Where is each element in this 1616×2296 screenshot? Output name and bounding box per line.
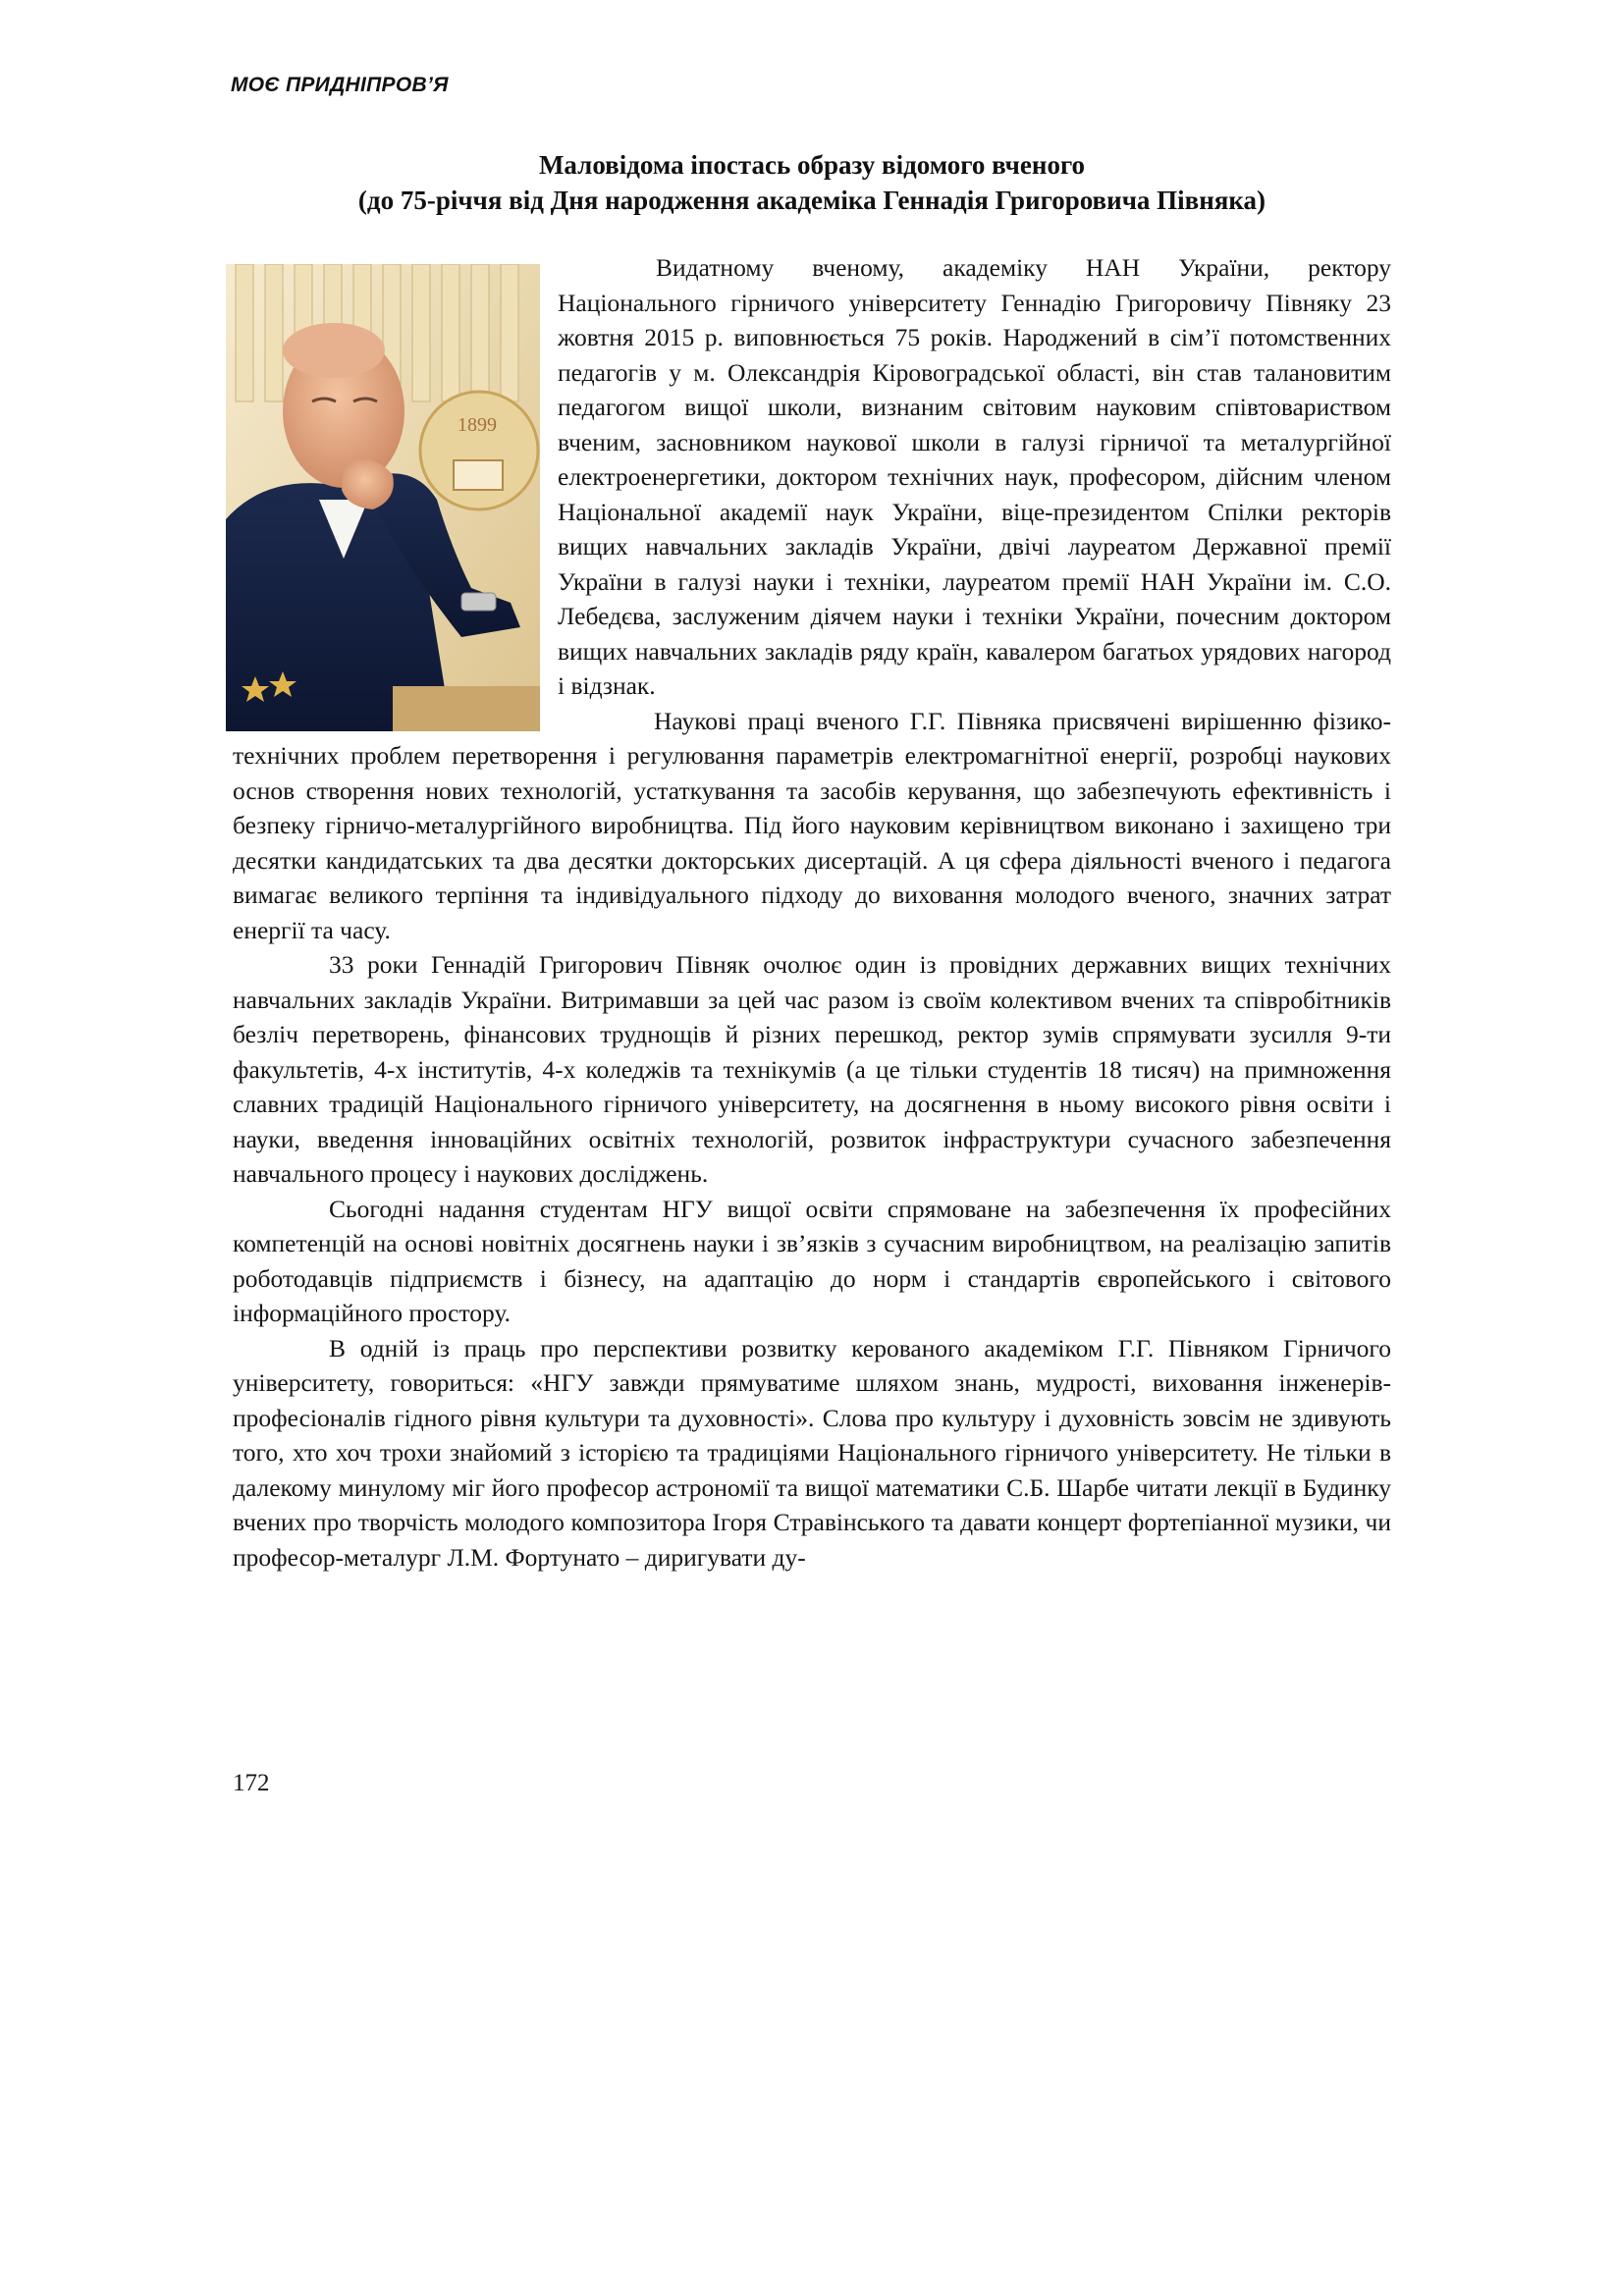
title-line-2: (до 75-річчя від Дня народження академіка Геннадія Григоровича Півняка) — [357, 186, 1266, 215]
running-head: МОЄ ПРИДНІПРОВ’Я — [231, 74, 449, 96]
paragraph-1: Видатному вченому, академіку НАН України, ректору Національного гірничого університету Геннадію Григоровичу Півняку 23 жовтня 2015 р. виповнюється 75 років. Народжений в сім’ї потомственних педагогів у м. Олександрія Кіровоградської області, він став талановитим педагогом вищої школи, визнаним світовим науковим співтовариством вченим, засновником наукової школи в галузі гірничої та металургійної електроенергетики, доктором технічних наук, професором, дійсним членом Національної академії наук України, віце-президентом Спілки ректорів вищих навчальних закладів України, двічі лауреатом Державної премії України в галузі науки і техніки, лауреатом премії НАН України ім. С.О. Лебедєва, заслуженим діячем науки і техніки України, почесним доктором вищих навчальних закладів ряду країн, кавалером багатьох урядових нагород і відзнак. — [558, 253, 1391, 700]
portrait-illustration — [226, 264, 540, 731]
emblem-year: 1899 — [458, 414, 497, 436]
paragraph-4: Сьогодні надання студентам НГУ вищої освіти спрямоване на забезпечення їх професійних компетенцій на основі новітніх досягнень науки і зв’язків з сучасним виробництвом, на реалізацію запитів роботодавців підприємств і бізнесу, на адаптацію до норм і стандартів європейського і світового інформаційного простору. — [233, 1194, 1391, 1327]
article-body — [233, 250, 1391, 1575]
title-line-1: Маловідома іпостась образу відомого вченого — [538, 150, 1086, 180]
paragraph-2: Наукові праці вченого Г.Г. Півняка присвячені вирішенню фізико-технічних проблем перетворення і регулювання параметрів електромагнітної енергії, розробці наукових основ створення нових технологій, устаткування та засобів керування, що забезпечують ефективність і безпеку гірничо-металургійного виробництва. Під його науковим керівництвом виконано і захищено три десятки кандидатських та два десятки докторських дисертацій. А ця сфера діяльності вченого і педагога вимагає великого терпіння та індивідуального підходу до виховання молодого вченого, значних затрат енергії та часу. — [233, 706, 1391, 944]
portrait-photo — [226, 264, 540, 731]
paragraph-3: 33 роки Геннадій Григорович Півняк очолює один із провідних державних вищих технічних навчальних закладів України. Витримавши за цей час разом із своїм колективом вчених та співробітників безліч перетворень, фінансових труднощів й різних перешкод, ректор зумів спрямувати зусилля 9-ти факультетів, 4-х інститутів, 4-х коледжів та технікумів (а це тільки студентів 18 тисяч) на примноження славних традицій Національного гірничого університету, на досягнення в ньому високого рівня освіти і науки, введення інноваційних освітніх технологій, розвиток інфраструктури сучасного забезпечення навчального процесу і наукових досліджень. — [233, 950, 1391, 1188]
article-title — [231, 147, 1393, 218]
paragraph-5: В одній із праць про перспективи розвитку керованого академіком Г.Г. Півняком Гірничого університету, говориться: «НГУ завжди прямуватиме шляхом знань, мудрості, виховання інженерів-професіоналів гідного рівня культури та духовності». Слова про культуру і духовність зовсім не здивують того, хто хоч трохи знайомий з історією та традиціями Національного гірничого університету. Не тільки в далекому минулому міг його професор астрономії та вищої математики С.Б. Шарбе читати лекції в Будинку вчених про творчість молодого композитора Ігоря Стравінського та давати концерт фортепіанної музики, чи професор-металург Л.М. Фортунато – диригувати ду- — [233, 1333, 1391, 1572]
page-number: 172 — [233, 1770, 270, 1796]
